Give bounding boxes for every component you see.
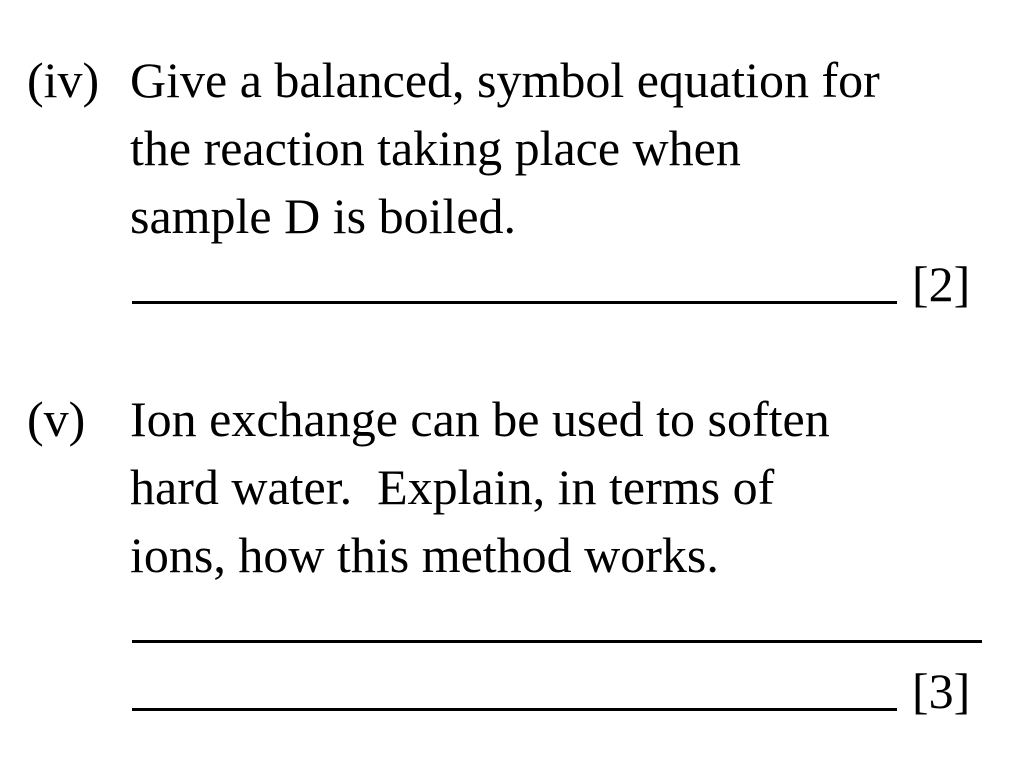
answer-line[interactable] (132, 301, 897, 304)
answer-line[interactable] (132, 708, 897, 711)
question-number: (iv) (27, 52, 100, 108)
question-text-line: ions, how this method works. (130, 527, 719, 583)
marks-label: [2] (912, 256, 971, 312)
question-number: (v) (27, 391, 86, 447)
question-text-line: sample D is boiled. (130, 188, 517, 244)
answer-line[interactable] (132, 640, 982, 643)
answer-row (130, 250, 1010, 318)
question-text-line: Give a balanced, symbol equation for (130, 52, 880, 108)
question-body (130, 46, 1010, 318)
answer-row (130, 589, 1010, 657)
answer-row (130, 657, 1010, 725)
marks-label: [3] (912, 663, 971, 719)
question-text-line: the reaction taking place when (130, 120, 741, 176)
question-text-line: hard water. Explain, in terms of (130, 459, 775, 515)
question-text-line: Ion exchange can be used to soften (130, 391, 830, 447)
question-body (130, 385, 1010, 725)
